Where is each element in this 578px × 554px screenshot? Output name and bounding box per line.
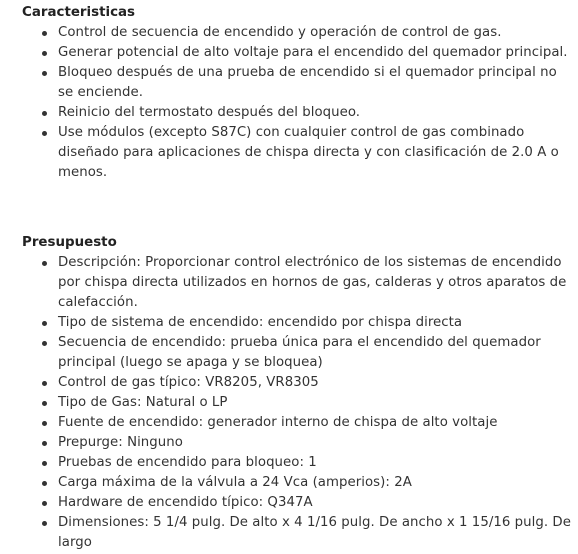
list-item: Control de gas típico: VR8205, VR8305	[22, 373, 574, 393]
list-item: Use módulos (excepto S87C) con cualquier control de gas combinado diseñado para aplicaciones de chispa directa y con clasificación de 2.0 A o menos.	[22, 123, 574, 183]
list-item: Dimensiones: 5 1/4 pulg. De alto x 4 1/16 pulg. De ancho x 1 15/16 pulg. De largo	[22, 513, 574, 553]
section-title-caracteristicas: Caracteristicas	[22, 5, 136, 20]
list-item: Generar potencial de alto voltaje para el encendido del quemador principal.	[22, 43, 574, 63]
list-item: Carga máxima de la válvula a 24 Vca (amperios): 2A	[22, 473, 574, 493]
list-item: Bloqueo después de una prueba de encendido si el quemador principal no se enciende.	[22, 63, 574, 103]
caracteristicas-list	[22, 23, 574, 183]
list-item: Reinicio del termostato después del bloqueo.	[22, 103, 574, 123]
list-item: Fuente de encendido: generador interno de chispa de alto voltaje	[22, 413, 574, 433]
list-item: Control de secuencia de encendido y operación de control de gas.	[22, 23, 574, 43]
section-title-presupuesto: Presupuesto	[22, 235, 117, 250]
list-item: Prepurge: Ninguno	[22, 433, 574, 453]
list-item: Pruebas de encendido para bloqueo: 1	[22, 453, 574, 473]
list-item: Hardware de encendido típico: Q347A	[22, 493, 574, 513]
section-presupuesto	[22, 233, 574, 553]
presupuesto-list	[22, 253, 574, 553]
list-item: Tipo de Gas: Natural o LP	[22, 393, 574, 413]
list-item: Secuencia de encendido: prueba única para el encendido del quemador principal (luego se apaga y se bloquea)	[22, 333, 574, 373]
list-item: Tipo de sistema de encendido: encendido por chispa directa	[22, 313, 574, 333]
list-item: Descripción: Proporcionar control electrónico de los sistemas de encendido por chispa directa utilizados en hornos de gas, calderas y otros aparatos de calefacción.	[22, 253, 574, 313]
section-caracteristicas	[22, 3, 574, 183]
